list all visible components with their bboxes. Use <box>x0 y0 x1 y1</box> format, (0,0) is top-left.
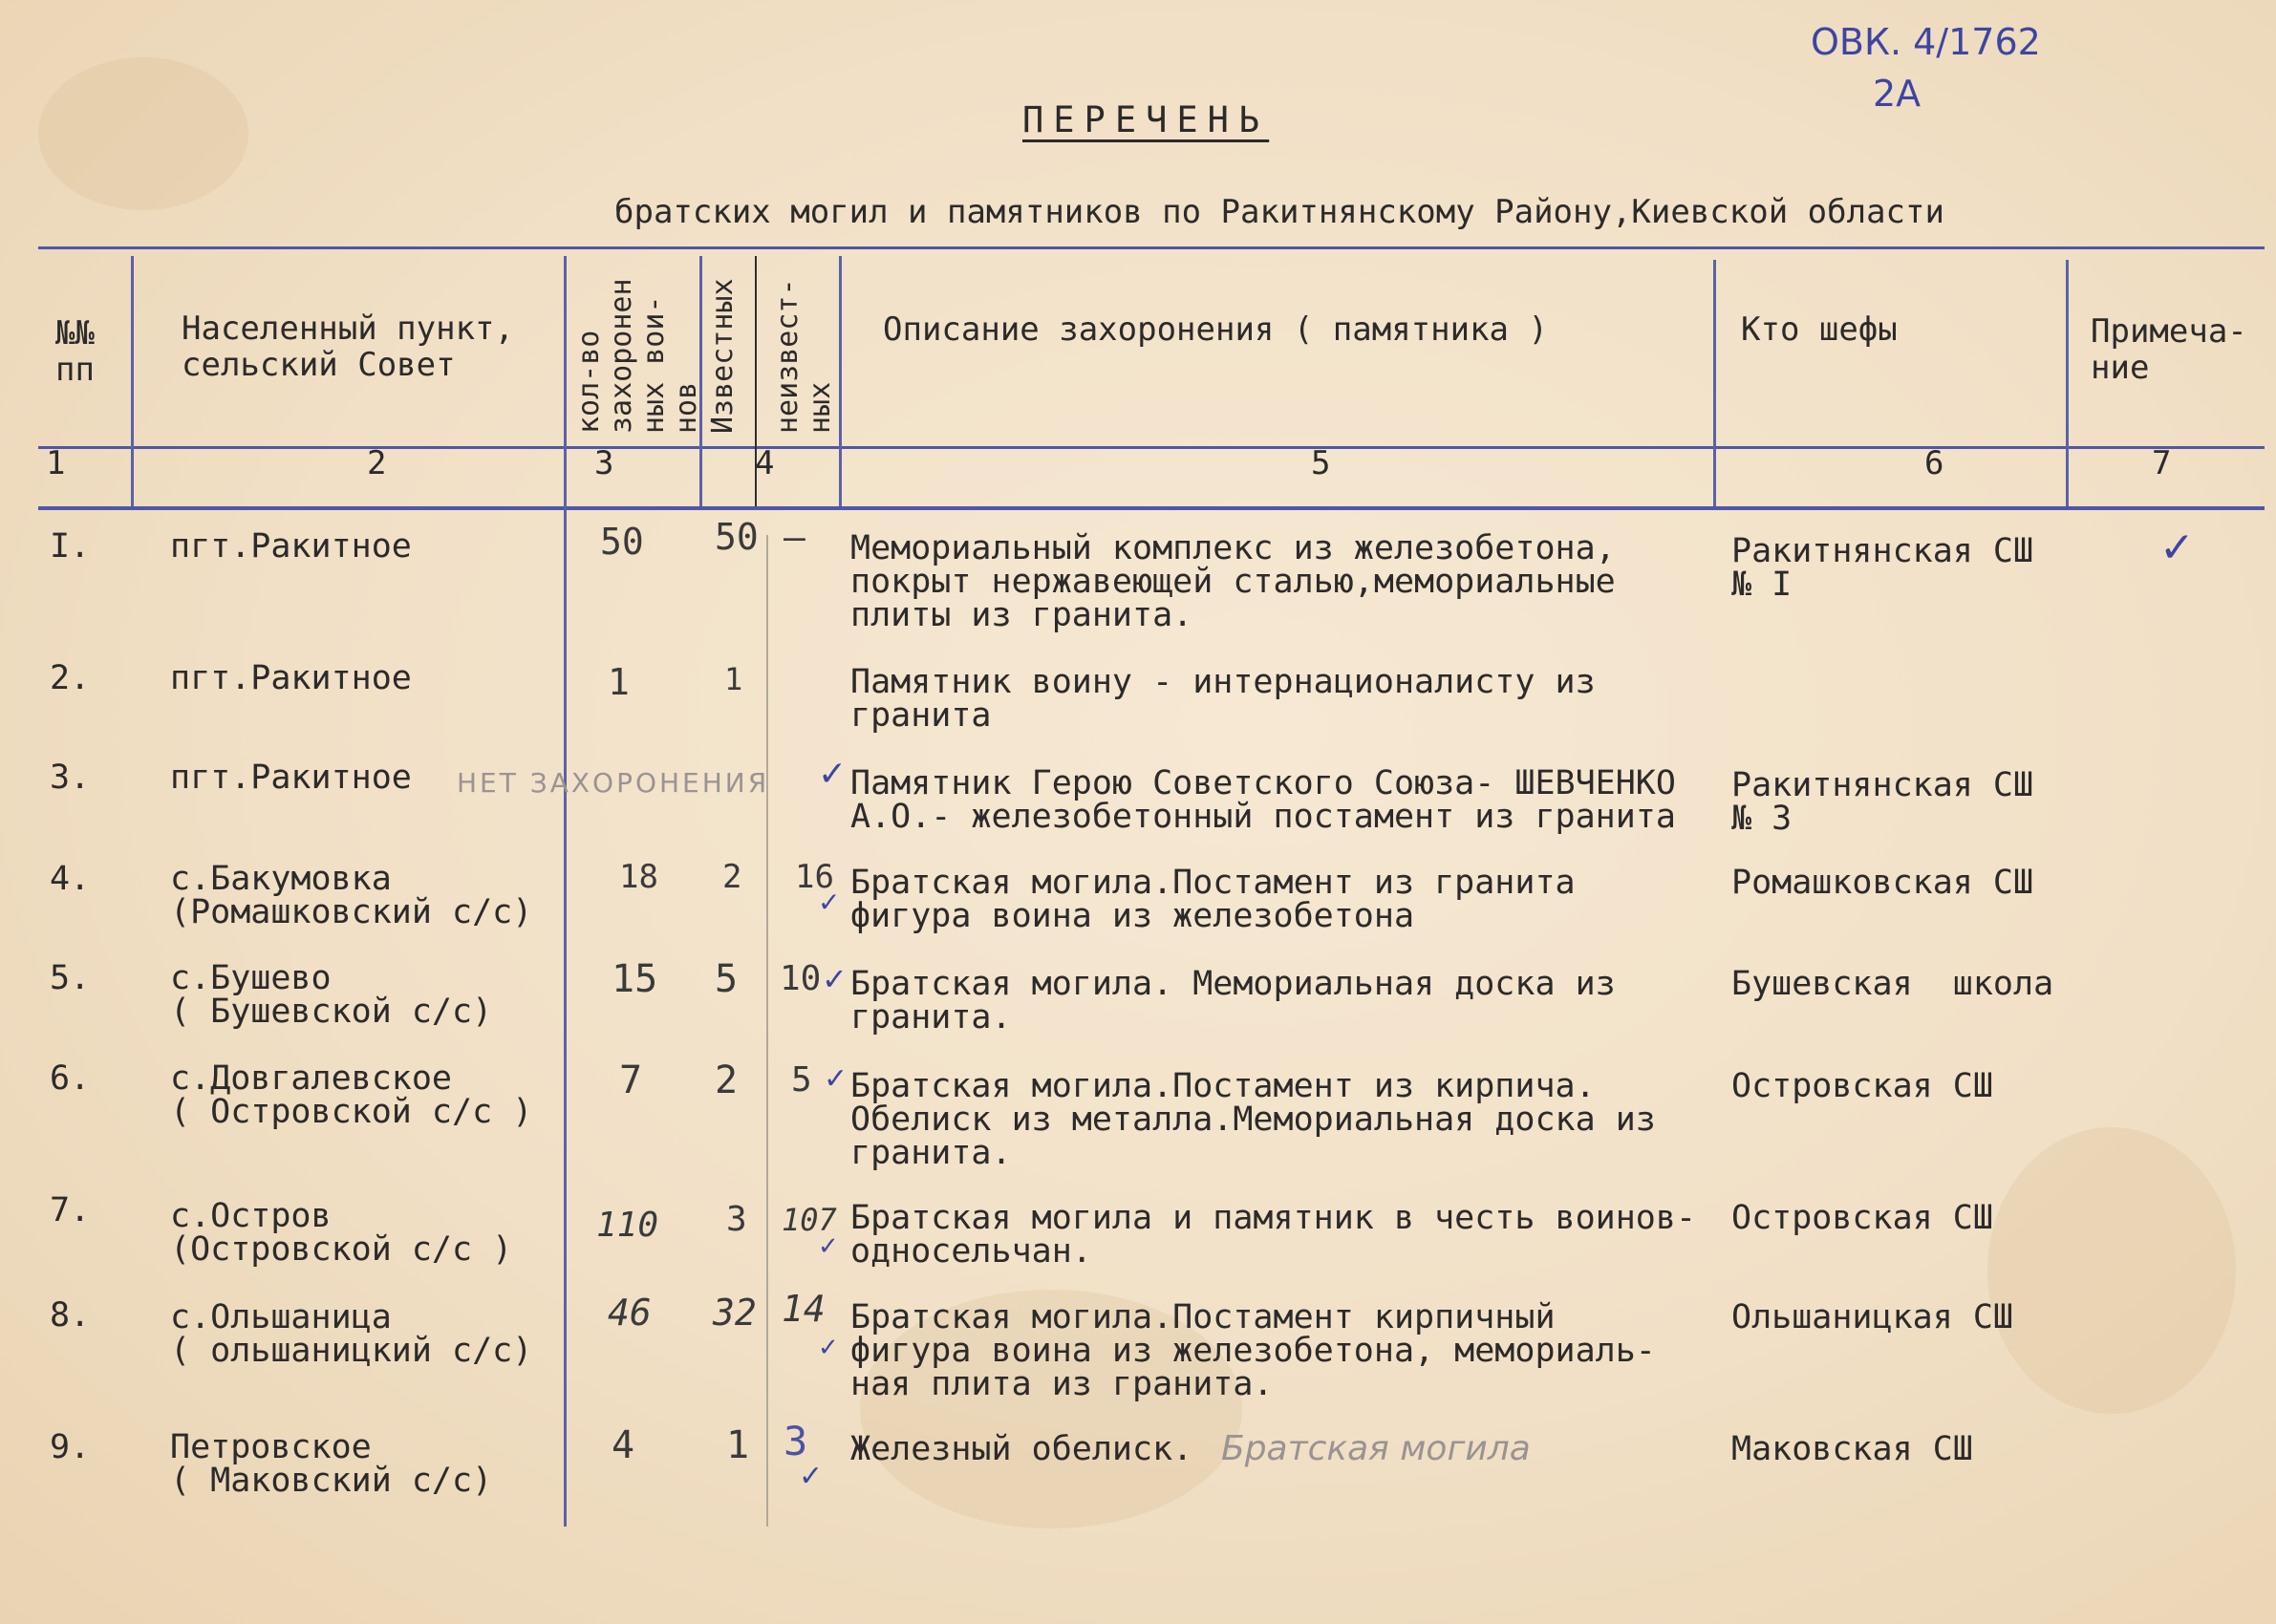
row-5-patron: Бушевская школа <box>1731 965 2054 1003</box>
row-5-number: 5. <box>50 959 91 997</box>
row-5-total: 15 <box>612 957 658 1001</box>
row-4-description: Братская могила.Постамент из гранита фигура воина из железобетона <box>850 864 1576 935</box>
row-8-check-icon: ✓ <box>818 1334 839 1362</box>
row-5-place: с.Бушево ( Бушевской с/с) <box>170 959 493 1031</box>
row-6-total: 7 <box>619 1058 643 1102</box>
row-6-check-icon: ✓ <box>824 1062 848 1096</box>
row-8-place: с.Ольшаница ( ольшаницкий с/с) <box>170 1298 533 1370</box>
header-known: Известных <box>706 278 740 434</box>
row-5-known: 5 <box>715 957 739 1001</box>
row-4-total: 18 <box>619 858 658 896</box>
row-9-known: 1 <box>726 1423 750 1467</box>
column-rule-4b <box>766 535 768 1527</box>
column-rule-7 <box>2066 260 2069 506</box>
document-title: ПЕРЕЧЕНЬ <box>1022 99 1270 140</box>
row-1-known: 50 <box>715 516 759 558</box>
row-2-total: 1 <box>608 661 630 703</box>
row-7-check-icon: ✓ <box>818 1232 839 1261</box>
row-9-pencil-note: Братская могила <box>1221 1429 1531 1468</box>
paper-stain <box>1987 1127 2236 1414</box>
header-top-rule <box>38 246 2265 249</box>
archive-stamp-line2: 2А <box>1873 73 1922 115</box>
row-4-place: с.Бакумовка (Ромашковский с/с) <box>170 860 533 931</box>
row-7-unknown: 107 <box>782 1202 837 1238</box>
row-9-unknown: 3 <box>784 1418 808 1464</box>
header-description: Описание захоронения ( памятника ) <box>883 310 1548 349</box>
row-1-number: I. <box>50 527 91 566</box>
row-9-description: Железный обелиск. <box>850 1430 1193 1468</box>
row-9-number: 9. <box>50 1428 91 1466</box>
row-5-check-icon: ✓ <box>822 961 848 997</box>
row-6-unknown: 5 <box>791 1060 812 1100</box>
header-unknown: неизвест- ных <box>771 278 837 434</box>
header-buried-count: кол-во захоронен ных вои- нов <box>572 278 703 434</box>
row-7-number: 7. <box>50 1191 91 1229</box>
row-6-description: Братская могила.Постамент из кирпича. Обелиск из металла.Мемориальная доска из гранита. <box>850 1067 1656 1172</box>
row-3-description: Памятник Герою Советского Союза- ШЕВЧЕНКО А.О.- железобетонный постамент из гранита <box>850 764 1676 836</box>
row-4-patron: Ромашковская СШ <box>1731 864 2034 902</box>
row-4-known: 2 <box>722 858 742 896</box>
document-subtitle: братских могил и памятников по Ракитнянскому Району,Киевской области <box>614 193 1944 231</box>
row-5-unknown: 10 <box>780 959 822 998</box>
row-2-number: 2. <box>50 659 91 697</box>
row-3-place: пгт.Ракитное <box>170 759 412 797</box>
row-9-total: 4 <box>612 1423 635 1467</box>
row-7-place: с.Остров (Островской с/с ) <box>170 1197 513 1269</box>
row-6-number: 6. <box>50 1059 91 1098</box>
header-patrons: Кто шефы <box>1741 310 1898 349</box>
row-1-unknown: — <box>784 516 805 558</box>
row-7-patron: Островская СШ <box>1731 1199 1993 1237</box>
header-settlement: Населенный пункт, сельский Совет <box>182 310 514 384</box>
row-2-known: 1 <box>724 661 743 697</box>
row-1-place: пгт.Ракитное <box>170 527 412 566</box>
row-8-patron: Ольшаницкая СШ <box>1731 1298 2014 1336</box>
column-number-4: 4 <box>755 444 775 482</box>
row-6-patron: Островская СШ <box>1731 1067 1993 1105</box>
row-1-patron: Ракитнянская СШ № I <box>1731 532 2034 604</box>
row-3-patron: Ракитнянская СШ № 3 <box>1731 766 2034 838</box>
row-3-check-icon: ✓ <box>818 755 848 794</box>
row-7-total: 110 <box>596 1206 659 1245</box>
row-3-no-burial-note: НЕТ ЗАХОРОНЕНИЯ <box>457 767 770 799</box>
row-8-description: Братская могила.Постамент кирпичный фигура воина из железобетона, мемориаль- ная плита из гранита. <box>850 1298 1656 1403</box>
archive-stamp-line1: ОВК. 4/1762 <box>1811 21 2041 63</box>
column-number-6: 6 <box>1924 444 1944 482</box>
row-2-description: Памятник воину - интернационалисту из гранита <box>850 663 1596 735</box>
row-9-patron: Маковская СШ <box>1731 1430 1973 1468</box>
column-rule-6 <box>1713 260 1716 506</box>
row-8-total: 46 <box>608 1292 652 1334</box>
row-8-known: 32 <box>713 1292 757 1334</box>
row-6-place: с.Довгалевское ( Островской с/с ) <box>170 1059 533 1131</box>
column-number-5: 5 <box>1311 444 1331 482</box>
row-3-number: 3. <box>50 759 91 797</box>
row-9-check-icon: ✓ <box>799 1460 824 1493</box>
row-4-unknown: 16 <box>795 858 834 896</box>
row-9-place: Петровское ( Маковский с/с) <box>170 1428 493 1500</box>
row-1-note-check: ✓ <box>2159 524 2195 572</box>
row-2-place: пгт.Ракитное <box>170 659 412 697</box>
column-rule-1 <box>131 256 134 506</box>
row-8-unknown: 14 <box>782 1288 826 1330</box>
header-bottom-rule <box>38 506 2265 510</box>
header-notes: Примеча- ние <box>2091 312 2247 387</box>
header-number: №№ пп <box>55 314 95 389</box>
row-7-known: 3 <box>726 1200 747 1239</box>
row-5-description: Братская могила. Мемориальная доска из гранита. <box>850 965 1616 1036</box>
row-4-check-icon: ✓ <box>818 887 841 918</box>
column-number-7: 7 <box>2152 444 2172 482</box>
paper-stain <box>38 57 248 210</box>
column-number-1: 1 <box>46 444 66 482</box>
column-number-3: 3 <box>594 444 614 482</box>
row-7-description: Братская могила и памятник в честь воинов- односельчан. <box>850 1199 1697 1271</box>
row-1-description: Мемориальный комплекс из железобетона, покрыт нержавеющей сталью,мемориальные плиты из гранита. <box>850 529 1616 634</box>
row-6-known: 2 <box>715 1058 739 1102</box>
row-8-number: 8. <box>50 1296 91 1335</box>
column-rule-5 <box>839 256 842 506</box>
column-number-2: 2 <box>367 444 387 482</box>
column-rule-2 <box>564 256 567 1527</box>
row-4-number: 4. <box>50 860 91 898</box>
row-1-total: 50 <box>600 521 644 563</box>
